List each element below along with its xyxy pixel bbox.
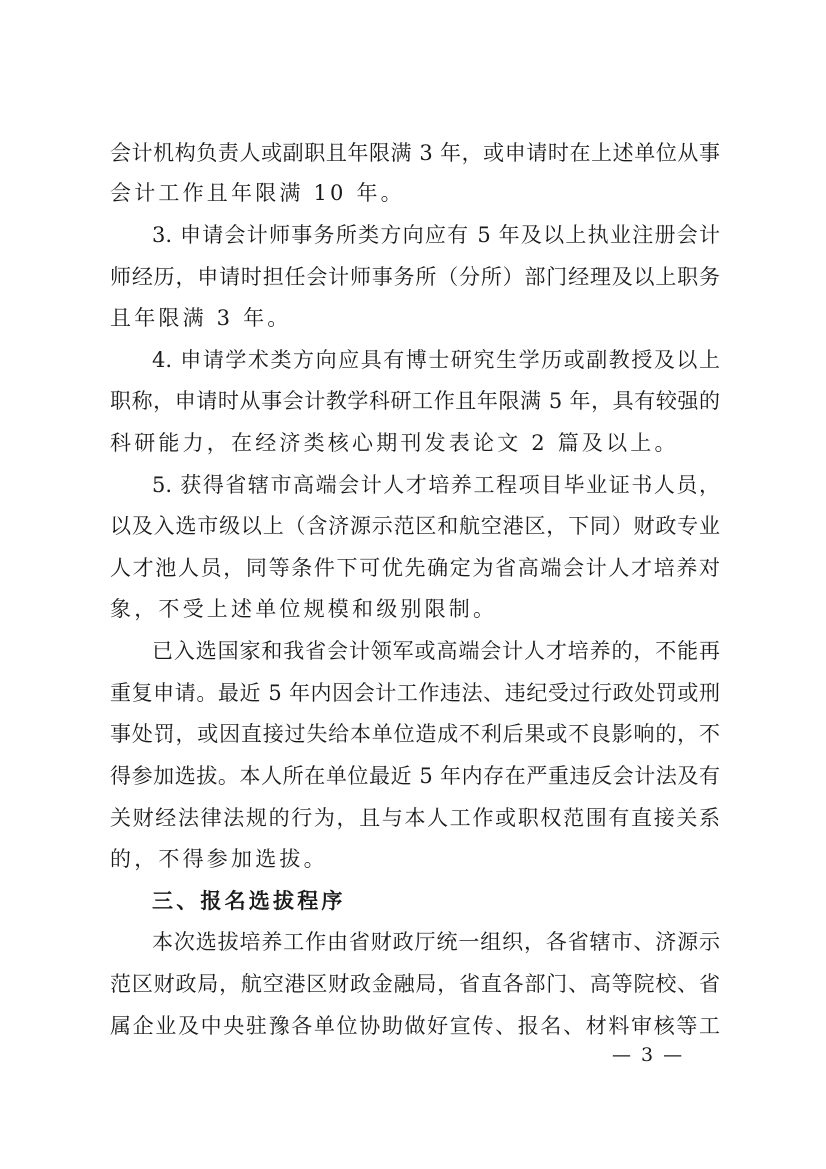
text-line-21: 范区财政局，航空港区财政金融局，省直各部门、高等院校、省 <box>110 972 720 996</box>
page-number: — 3 — <box>612 1044 685 1066</box>
text-line-16: 得参加选拔。本人所在单位最近 5 年内存在严重违反会计法及有 <box>110 764 720 788</box>
section-heading: 三、报名选拔程序 <box>152 889 346 913</box>
text-line-10: 以及入选市级以上（含济源示范区和航空港区，下同）财政专业 <box>110 514 720 538</box>
text-line-8: 科研能力，在经济类核心期刊发表论文 2 篇及以上。 <box>110 431 679 455</box>
text-line-5: 且年限满 3 年。 <box>110 306 292 330</box>
text-line-2: 会计工作且年限满 10 年。 <box>110 181 405 205</box>
text-line-9: 5. 获得省辖市高端会计人才培养工程项目毕业证书人员， <box>152 473 720 497</box>
text-line-17: 关财经法律法规的行为，且与本人工作或职权范围有直接关系 <box>110 806 720 830</box>
text-line-7: 职称，申请时从事会计教学科研工作且年限满 5 年，具有较强的 <box>110 389 720 413</box>
text-line-14: 重复申请。最近 5 年内因会计工作违法、违纪受过行政处罚或刑 <box>110 681 720 705</box>
text-line-22: 属企业及中央驻豫各单位协助做好宣传、报名、材料审核等工 <box>110 1014 720 1038</box>
text-line-11: 人才池人员，同等条件下可优先确定为省高端会计人才培养对 <box>110 556 720 580</box>
text-line-4: 师经历，申请时担任会计师事务所（分所）部门经理及以上职务 <box>110 265 720 289</box>
text-line-12: 象，不受上述单位规模和级别限制。 <box>110 597 498 621</box>
text-line-15: 事处罚，或因直接过失给本单位造成不利后果或不良影响的，不 <box>110 722 720 746</box>
text-line-20: 本次选拔培养工作由省财政厅统一组织，各省辖市、济源示 <box>152 930 720 954</box>
text-line-1: 会计机构负责人或副职且年限满 3 年，或申请时在上述单位从事 <box>110 141 720 165</box>
text-line-18: 的，不得参加选拔。 <box>110 847 328 871</box>
text-line-3: 3. 申请会计师事务所类方向应有 5 年及以上执业注册会计 <box>152 223 720 247</box>
text-line-13: 已入选国家和我省会计领军或高端会计人才培养的，不能再 <box>152 639 720 663</box>
text-line-6: 4. 申请学术类方向应具有博士研究生学历或副教授及以上 <box>152 348 720 372</box>
